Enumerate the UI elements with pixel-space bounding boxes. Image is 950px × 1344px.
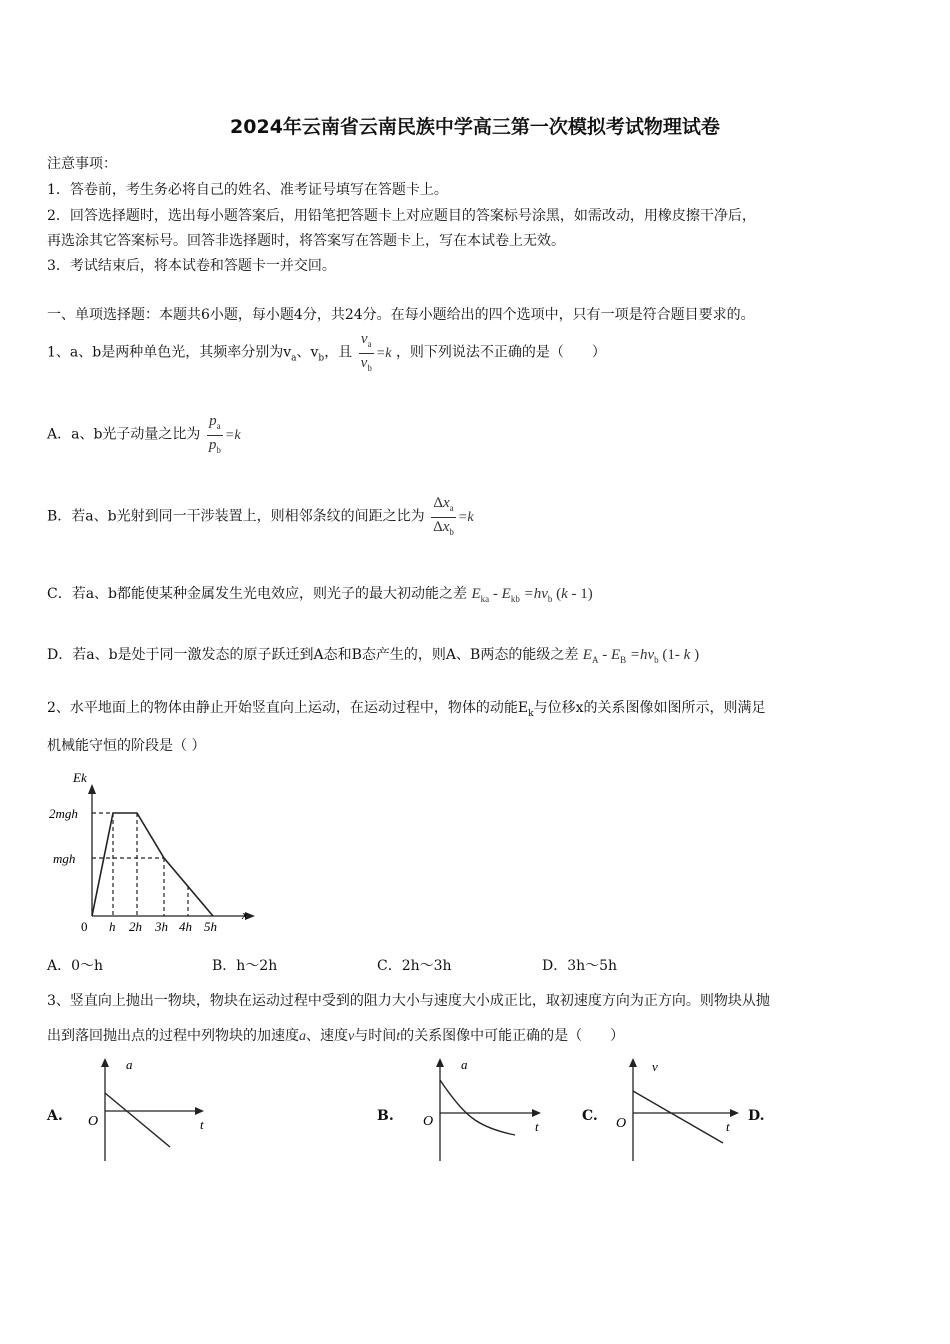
question-2-option-d: D．3h～5h — [542, 958, 618, 974]
question-2-option-b: B．h～2h — [212, 958, 278, 974]
question-2-stem-cont: 机械能守恒的阶段是（ ） — [47, 738, 206, 754]
arrow-icon — [730, 1109, 739, 1117]
page-title: 2024年云南省云南民族中学高三第一次模拟考试物理试卷 — [230, 116, 720, 138]
x-tick-5h: 5h — [204, 919, 217, 933]
arrow-icon — [532, 1109, 541, 1117]
question-1-stem: 1、a、b是两种单色光，其频率分别为$v_a$、$v_b$，且 $\frac{v_a}{v_b}$ =k ，则下列说法不正确的是（ ） — [47, 331, 606, 373]
svg-text:O: O — [88, 1114, 99, 1129]
notice-heading: 注意事项： — [47, 156, 117, 172]
y-axis-arrow-icon — [88, 784, 96, 794]
guide-lines — [92, 813, 188, 916]
arrow-icon — [629, 1058, 637, 1067]
y-tick-mgh: mgh — [53, 851, 76, 866]
question-2-stem: 2、水平地面上的物体由静止开始竖直向上运动，在运动过程中，物体的动能$E_k$与位移x的关系图像如图所示，则满足 — [47, 700, 766, 719]
y-axis-label: Ek — [73, 770, 87, 785]
section-heading: 一、单项选择题：本题共6小题，每小题4分，共24分。在每小题给出的四个选项中，只有一项是符合题目要求的。 — [47, 307, 755, 323]
ek-curve — [92, 813, 213, 916]
question-3-stem: 3、竖直向上抛出一物块，物块在运动过程中受到的阻力大小与速度大小成正比，取初速度方向为正方向。则物块从抛 — [47, 993, 770, 1009]
arrow-icon — [436, 1058, 444, 1067]
question-3-label-b: B. — [377, 1108, 394, 1124]
x-tick-3h: 3h — [155, 919, 168, 933]
question-2-option-c: C．2h～3h — [377, 958, 452, 974]
question-1-option-a: A．a、b光子动量之比为 $\frac{p_a}{p_b}$ =k — [47, 413, 241, 455]
line-graph — [105, 1093, 170, 1147]
svg-text:O: O — [616, 1116, 627, 1131]
frac-va-vb: $\frac{v_a}{v_b}$ =k — [360, 331, 392, 373]
curve-graph — [440, 1080, 515, 1135]
notice-item-3: 3．考试结束后，将本试卷和答题卡一并交回。 — [47, 258, 336, 274]
x-axis-label: x — [242, 907, 248, 922]
question-3-label-c: C. — [582, 1108, 598, 1124]
question-3-label-a: A. — [47, 1108, 63, 1124]
question-1-option-d: D．若a、b是处于同一激发态的原子跃迁到A态和B态产生的，则A、B两态的能级之差 $E_A - E_B =hv_b$ (1- k ) — [47, 647, 700, 665]
svg-text:t: t — [200, 1117, 204, 1132]
graph-a — [80, 1055, 210, 1167]
question-1-option-b: B．若a、b光射到同一干涉装置上，则相邻条纹的间距之比为 $\frac{\Delta x_a}{\Delta x_b}$ =k — [47, 495, 474, 537]
svg-text:O: O — [423, 1114, 434, 1129]
question-2-option-a: A．0～h — [47, 958, 104, 974]
svg-text:a: a — [126, 1057, 133, 1072]
svg-text:t: t — [726, 1119, 730, 1134]
notice-item-2: 2．回答选择题时，选出每小题答案后，用铅笔把答题卡上对应题目的答案标号涂黑，如需改动，用橡皮擦干净后， — [47, 208, 756, 224]
ek-x-graph — [45, 768, 260, 933]
question-3-stem-cont: 出到落回抛出点的过程中列物块的加速度a、速度v与时间t的关系图像中可能正确的是（ ） — [47, 1028, 625, 1044]
arrow-icon — [195, 1107, 204, 1115]
svg-text:v: v — [652, 1059, 658, 1074]
notice-item-2-cont: 再选涂其它答案标号。回答非选择题时，将答案写在答题卡上，写在本试卷上无效。 — [47, 233, 565, 249]
question-3-label-d: D. — [748, 1108, 765, 1124]
graph-c — [608, 1055, 748, 1167]
y-tick-2mgh: 2mgh — [49, 806, 78, 821]
x-tick-h: h — [109, 919, 116, 933]
svg-text:a: a — [461, 1057, 468, 1072]
line-graph — [633, 1091, 723, 1143]
x-tick-0: 0 — [81, 919, 88, 933]
x-tick-2h: 2h — [129, 919, 142, 933]
svg-text:t: t — [535, 1119, 539, 1134]
question-1-option-c: C．若a、b都能使某种金属发生光电效应，则光子的最大初动能之差 $E_{ka} - E_{kb} =hv_b$ (k - 1) — [47, 586, 593, 604]
arrow-icon — [101, 1058, 109, 1067]
graph-b — [415, 1055, 550, 1167]
notice-item-1: 1．答卷前，考生务必将自己的姓名、准考证号填写在答题卡上。 — [47, 182, 448, 198]
x-tick-4h: 4h — [179, 919, 192, 933]
